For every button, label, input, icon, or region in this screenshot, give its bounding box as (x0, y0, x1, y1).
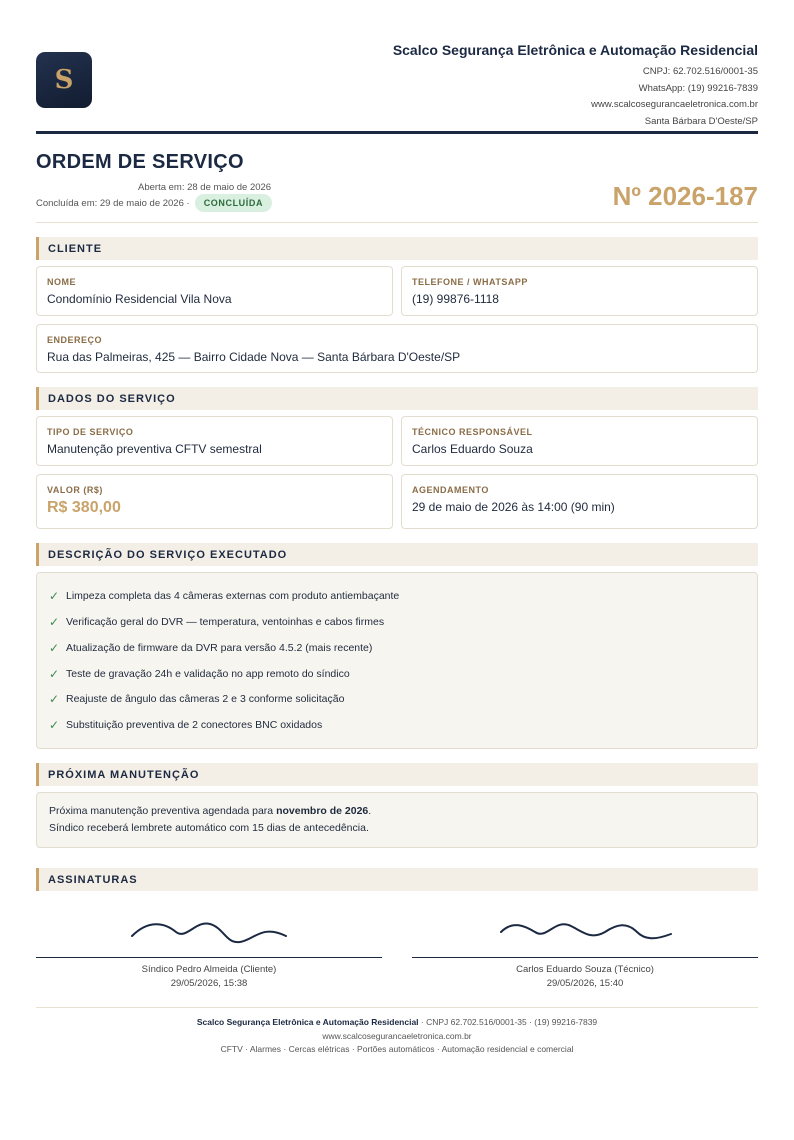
service-value-label: VALOR (R$) (47, 485, 103, 495)
service-type-box (36, 416, 393, 466)
service-value-box (36, 474, 393, 529)
list-item-text: Atualização de firmware da DVR para versão 4.5.2 (mais recente) (66, 642, 373, 654)
list-item (49, 718, 322, 732)
footer-website: www.scalcosegurancaeletronica.com.br (322, 1031, 472, 1041)
list-item (49, 667, 350, 681)
description-box (36, 572, 758, 749)
check-icon: ✓ (49, 589, 60, 603)
footer-company-line (36, 1017, 758, 1027)
next-maintenance-line2: Síndico receberá lembrete automático com 15 dias de antecedência. (49, 822, 369, 834)
section-header-client (36, 237, 758, 260)
section-title-description: DESCRIÇÃO DO SERVIÇO EXECUTADO (48, 549, 288, 561)
company-cnpj: CNPJ: 62.702.516/0001-35 (642, 66, 758, 77)
client-name-label: NOME (47, 277, 76, 287)
client-signature-line (36, 957, 382, 958)
list-item-text: Reajuste de ângulo das câmeras 2 e 3 conforme solicitação (66, 693, 345, 705)
next-maintenance-line1 (49, 805, 371, 817)
company-website: www.scalcosegurancaeletronica.com.br (591, 99, 758, 110)
company-info (393, 42, 758, 130)
list-item (49, 615, 384, 629)
section-header-signatures (36, 868, 758, 891)
logo-letter: S (54, 65, 74, 95)
service-value-amount: R$ 380,00 (47, 499, 121, 516)
technician-signature-scribble (495, 910, 675, 950)
schedule-box (401, 474, 758, 529)
footer-services: CFTV · Alarmes · Cercas elétricas · Portões automáticos · Automação residencial e comercial (220, 1044, 574, 1054)
technician-signature-name: Carlos Eduardo Souza (Técnico) (516, 964, 654, 975)
section-title-service: DADOS DO SERVIÇO (48, 393, 176, 405)
section-title-signatures: ASSINATURAS (48, 874, 138, 886)
list-item-text: Verificação geral do DVR — temperatura, ventoinhas e cabos firmes (66, 616, 385, 628)
document-title: ORDEM DE SERVIÇO (36, 151, 244, 173)
technician-value: Carlos Eduardo Souza (412, 442, 533, 456)
technician-signature (412, 910, 758, 989)
client-signature-date: 29/05/2026, 15:38 (170, 978, 248, 989)
list-item-text: Teste de gravação 24h e validação no app remoto do síndico (66, 668, 350, 680)
section-title-client: CLIENTE (48, 243, 103, 255)
opened-date: Aberta em: 28 de maio de 2026 (138, 182, 272, 193)
company-city: Santa Bárbara D'Oeste/SP (644, 115, 758, 127)
company-whatsapp: WhatsApp: (19) 99216-7839 (638, 82, 758, 94)
footer-divider (36, 1007, 758, 1008)
section-header-description (36, 543, 758, 566)
client-address-box (36, 324, 758, 373)
list-item-text: Substituição preventiva de 2 conectores BNC oxidados (66, 719, 323, 731)
client-signature (36, 910, 382, 989)
section-header-service (36, 387, 758, 410)
client-signature-name: Síndico Pedro Almeida (Cliente) (141, 964, 277, 975)
client-address-value: Rua das Palmeiras, 425 — Bairro Cidade Nova — Santa Bárbara D'Oeste/SP (47, 350, 461, 364)
list-item (49, 641, 372, 655)
check-icon: ✓ (49, 718, 60, 732)
check-icon: ✓ (49, 692, 60, 706)
schedule-value: 29 de maio de 2026 às 14:00 (90 min) (412, 500, 615, 514)
section-title-next-maintenance: PRÓXIMA MANUTENÇÃO (48, 769, 200, 781)
status-badge: CONCLUÍDA (195, 194, 272, 212)
check-icon: ✓ (49, 641, 60, 655)
client-name-value: Condomínio Residencial Vila Nova (47, 292, 232, 306)
technician-label: TÉCNICO RESPONSÁVEL (412, 427, 533, 437)
list-item (49, 589, 399, 603)
list-item-text: Limpeza completa das 4 câmeras externas com produto antiembaçante (66, 590, 400, 602)
client-address-label: ENDEREÇO (47, 335, 103, 345)
service-type-label: TIPO DE SERVIÇO (47, 427, 134, 437)
client-name-box (36, 266, 393, 316)
next-maintenance-box (36, 792, 758, 848)
technician-signature-line (412, 957, 758, 958)
next-maintenance-suffix: . (368, 805, 372, 817)
schedule-label: AGENDAMENTO (412, 485, 489, 495)
footer-company-name: Scalco Segurança Eletrônica e Automação Residencial (196, 1017, 419, 1027)
technician-signature-date: 29/05/2026, 15:40 (546, 978, 624, 989)
header-divider (36, 131, 758, 134)
client-phone-value: (19) 99876-1118 (412, 292, 499, 306)
technician-box (401, 416, 758, 466)
concluded-date: Concluída em: 29 de maio de 2026 · (36, 197, 190, 209)
check-icon: ✓ (49, 667, 60, 681)
client-signature-scribble (124, 910, 294, 950)
order-number: Nº 2026-187 (612, 181, 758, 211)
next-maintenance-month: novembro de 2026 (276, 805, 369, 817)
concluded-row (36, 194, 272, 212)
section-header-next-maintenance (36, 763, 758, 786)
company-name: Scalco Segurança Eletrônica e Automação Residencial (392, 42, 758, 58)
client-phone-box (401, 266, 758, 316)
client-phone-label: TELEFONE / WHATSAPP (412, 277, 528, 287)
next-maintenance-prefix: Próxima manutenção preventiva agendada para (49, 805, 277, 817)
company-logo (36, 52, 92, 108)
list-item (49, 692, 344, 706)
footer-contact: · CNPJ 62.702.516/0001-35 · (19) 99216-7839 (418, 1017, 598, 1027)
service-type-value: Manutenção preventiva CFTV semestral (47, 442, 262, 456)
title-divider (36, 222, 758, 223)
check-icon: ✓ (49, 615, 60, 629)
